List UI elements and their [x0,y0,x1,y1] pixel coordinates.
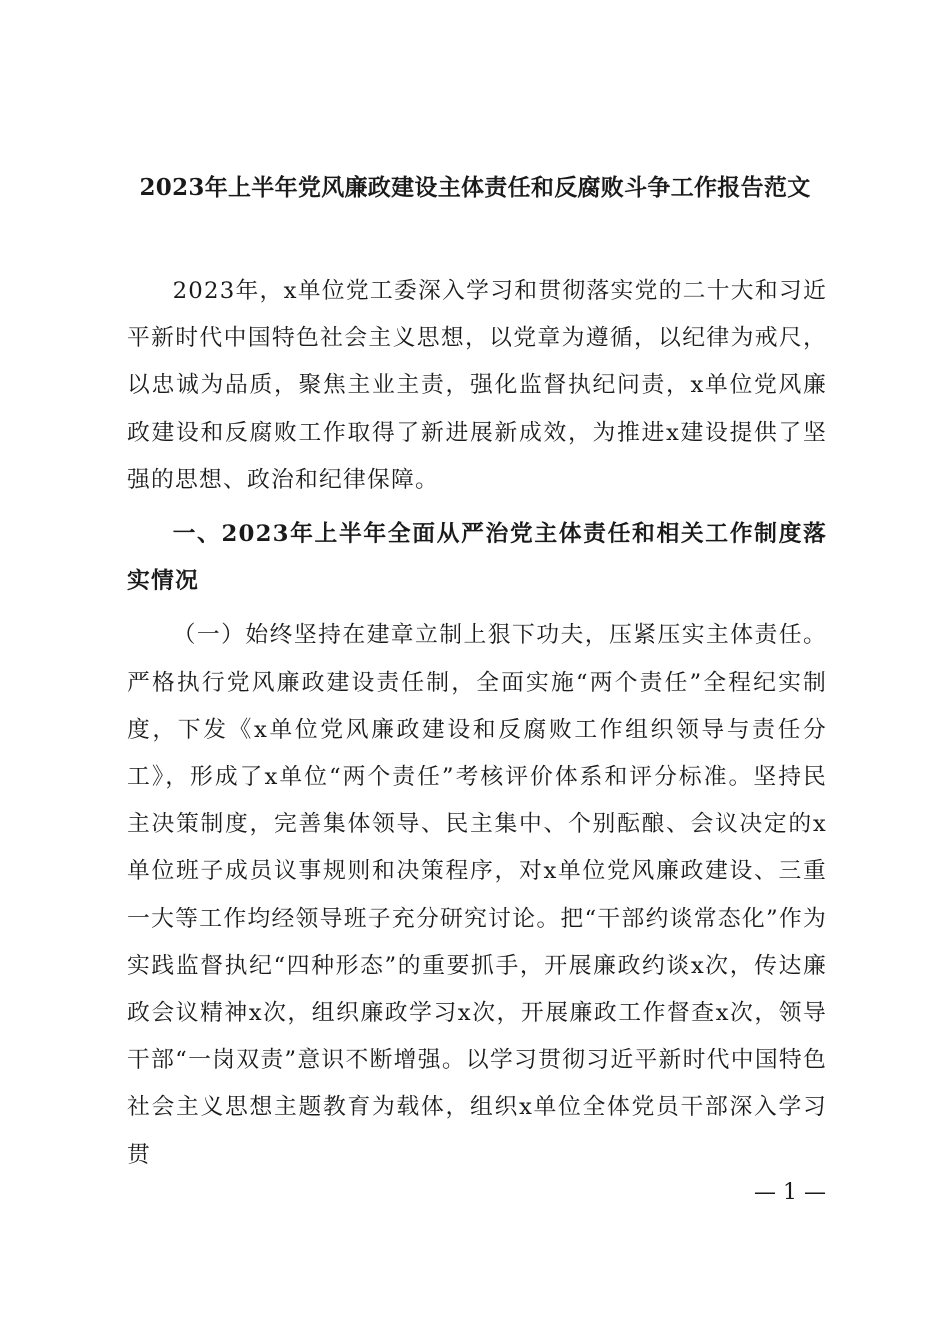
page-number: — 1 — [754,1180,826,1205]
document-body [127,268,827,1179]
subsection-1-paragraph [127,612,827,1178]
document-title: 2023年上半年党风廉政建设主体责任和反腐败斗争工作报告范文 [139,174,811,201]
intro-paragraph: 2023年，x单位党工委深入学习和贯彻落实党的二十大和习近平新时代中国特色社会主义思想，以党章为遵循，以纪律为戒尺，以忠诚为品质，聚焦主业主责，强化监督执纪问责，x单位党风廉政建设和反腐败工作取得了新进展新成效，为推进x建设提供了坚强的思想、政治和纪律保障。 [127,278,827,493]
subsection-1-heading: （一）始终坚持在建章立制上狠下功夫，压紧压实主体责任。 [172,622,827,649]
section-1-heading: 一、2023年上半年全面从严治党主体责任和相关工作制度落实情况 [127,521,827,595]
subsection-1-body: 严格执行党风廉政建设责任制，全面实施“两个责任”全程纪实制度，下发《x单位党风廉政建设和反腐败工作组织领导与责任分工》，形成了x单位“两个责任”考核评价体系和评分标准。坚持民主决策制度，完善集体领导、民主集中、个别酝酿、会议决定的x单位班子成员议事规则和决策程序，对x单位党风廉政建设、三重一大等工作均经领导班子充分研究讨论。把“干部约谈常态化”作为实践监督执纪“四种形态”的重要抓手，开展廉政约谈x次，传达廉政会议精神x次，组织廉政学习x次，开展廉政工作督查x次，领导干部“一岗双责”意识不断增强。以学习贯彻习近平新时代中国特色社会主义思想主题教育为载体，组织x单位全体党员干部深入学习贯 [127,669,827,1168]
